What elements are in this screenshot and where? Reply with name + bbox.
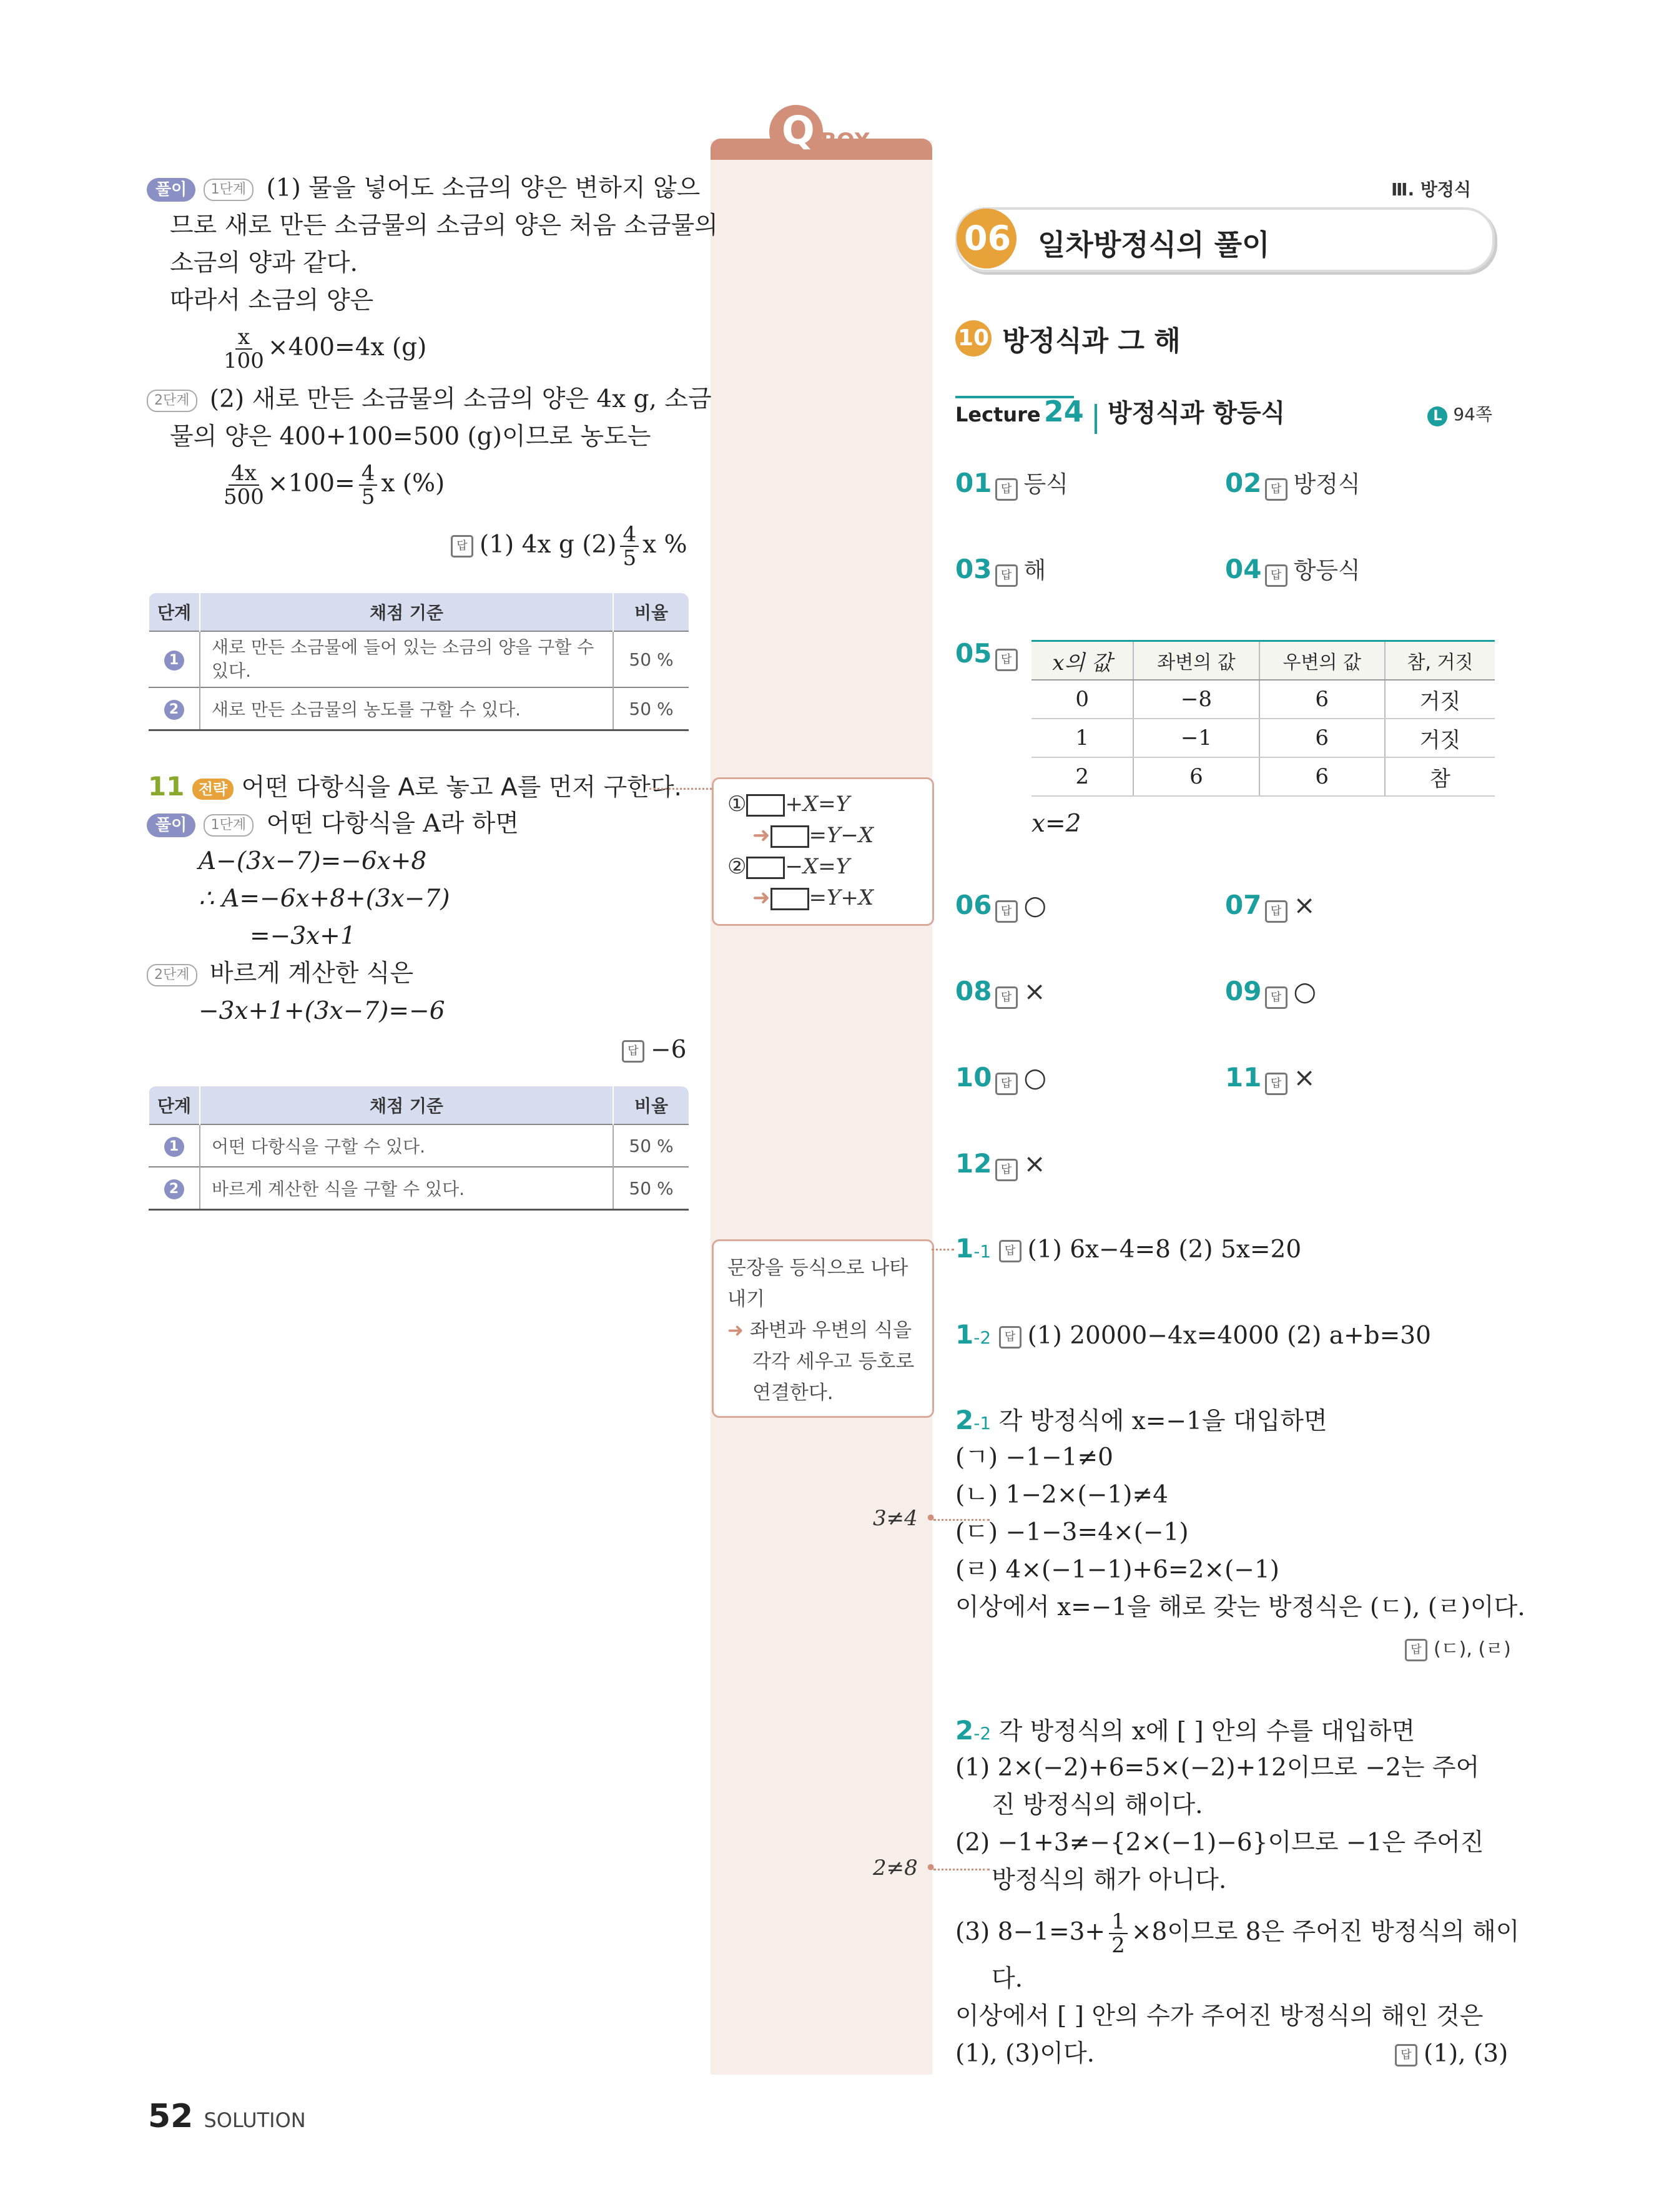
strategy-badge: 전략	[192, 779, 234, 800]
answer-06: 06 답 ○	[955, 890, 1046, 923]
p11-eq1: A−(3x−7)=−6x+8	[199, 847, 427, 875]
answer-02: 02 답 방정식	[1225, 465, 1361, 501]
p2-2-line2b: 방정식의 해가 아니다.	[992, 1866, 1227, 1894]
p11-heading: 11 전략 어떤 다항식을 A로 놓고 A를 먼저 구한다.	[148, 771, 682, 802]
answer-11: 11 답 ×	[1225, 1062, 1316, 1095]
p10-line4: 따라서 소금의 양은	[170, 287, 374, 315]
step1-tag: 1단계	[204, 179, 254, 201]
p2-2-line3c: 다.	[992, 1965, 1023, 1993]
answer-08: 08 답 ×	[955, 976, 1046, 1009]
p11-eq4: −3x+1+(3x−7)=−6	[199, 997, 445, 1025]
section-title: 일차방정식의 풀이	[1038, 228, 1270, 262]
p2-2-conclusion2: (1), (3)이다.	[955, 2040, 1095, 2068]
p2-1-answer: 답 (ㄷ), (ㄹ)	[1405, 1633, 1511, 1661]
p10-formula2: $\frac{4x}{500}$ ×100= $\frac{4}{5}$ x (%)	[224, 461, 445, 509]
scoring-table-1: 단계 채점 기준 비율 1 새로 만든 소금물에 들어 있는 소금의 양을 구할 수 있다. 50 % 2 새로 만든 소금물의 농도를 구할 수 있다. 50 %	[148, 593, 689, 731]
note-3-neq-4: 3≠4 •	[873, 1506, 937, 1531]
p10-line5: 2단계 (2) 새로 만든 소금물의 소금의 양은 4x g, 소금	[147, 381, 712, 418]
scoring-table-2: 단계 채점 기준 비율 1 어떤 다항식을 구할 수 있다. 50 % 2 바르게 계산한 식을 구할 수 있다. 50 %	[148, 1086, 689, 1211]
p11-dotted-line	[649, 788, 712, 790]
answer-05-result: x=2	[1031, 810, 1081, 838]
p11-line1: 풀이 1단계 어떤 다항식을 A라 하면	[147, 805, 519, 843]
p11-answer: 답 −6	[622, 1031, 687, 1069]
table-row: 1 새로 만든 소금물에 들어 있는 소금의 양을 구할 수 있다. 50 %	[149, 631, 689, 687]
table-row: 1 어떤 다항식을 구할 수 있다. 50 %	[149, 1124, 689, 1167]
p2-2-line1: (1) 2×(−2)+6=5×(−2)+12이므로 −2는 주어	[955, 1754, 1480, 1782]
note2-dotted	[933, 1869, 990, 1870]
solution-badge: 풀이	[147, 178, 195, 202]
answer-09: 09 답 ○	[1225, 976, 1316, 1009]
p10-formula1: $\frac{x}{100}$ ×400=4x (g)	[224, 325, 427, 373]
lecture-heading: Lecture 24 방정식과 항등식 L 94쪽	[955, 393, 1492, 434]
step2-tag: 2단계	[147, 390, 197, 412]
p2-2-intro: 2-2 각 방정식의 x에 [ ] 안의 수를 대입하면	[955, 1715, 1415, 1746]
p2-1-line4: (ㄹ) 4×(−1−1)+6=2×(−1)	[955, 1556, 1279, 1584]
p11-line2: 2단계 바르게 계산한 식은	[147, 955, 413, 993]
table-row: 2 새로 만든 소금물의 농도를 구할 수 있다. 50 %	[149, 687, 689, 730]
answer-1-2: 1-2 답 (1) 20000−4x=4000 (2) a+b=30	[955, 1319, 1431, 1350]
p2-2-line3: (3) 8−1=3+ $\frac{1}{2}$ ×8이므로 8은 주어진 방정식의 해이	[955, 1909, 1520, 1958]
p2-2-line1b: 진 방정식의 해이다.	[992, 1791, 1203, 1819]
p2-2-answer: 답 (1), (3)	[1395, 2035, 1508, 2073]
answer-03: 03 답 해	[955, 551, 1046, 587]
topic-heading: 10 방정식과 그 해	[955, 318, 1181, 358]
answer-icon: 답	[451, 535, 473, 558]
answer-01: 01 답 등식	[955, 465, 1068, 501]
section-title-bar	[955, 207, 1495, 272]
p2-1-line2: (ㄴ) 1−2×(−1)≠4	[955, 1481, 1168, 1509]
p10-line1: 풀이 1단계 (1) 물을 넣어도 소금의 양은 변하지 않으	[147, 170, 700, 207]
answer-1-1-dotted	[932, 1249, 954, 1251]
answer-05-label: 05 답	[955, 638, 1024, 671]
answer-10: 10 답 ○	[955, 1062, 1046, 1095]
lecture-underline	[955, 396, 1074, 398]
answer-04: 04 답 항등식	[1225, 551, 1361, 587]
table-row: 2 바르게 계산한 식을 구할 수 있다. 50 %	[149, 1167, 689, 1210]
note-2-neq-8: 2≠8 •	[873, 1856, 937, 1880]
hint-box-equation: 문장을 등식으로 나타 내기 ➜ 좌변과 우변의 식을 각각 세우고 등호로 연결한다.	[712, 1239, 934, 1418]
p10-line6: 물의 양은 400+100=500 (g)이므로 농도는	[170, 423, 651, 451]
p2-1-line3: (ㄷ) −1−3=4×(−1)	[955, 1518, 1189, 1546]
p2-2-conclusion1: 이상에서 [ ] 안의 수가 주어진 방정식의 해인 것은	[955, 2002, 1484, 2030]
p2-2-line2: (2) −1+3≠−{2×(−1)−6}이므로 −1은 주어진	[955, 1829, 1484, 1857]
chapter-label: Ⅲ. 방정식	[1391, 179, 1471, 200]
answer-07: 07 답 ×	[1225, 890, 1316, 923]
p10-line3: 소금의 양과 같다.	[170, 249, 358, 277]
table-row: 2 6 6 참	[1031, 757, 1495, 796]
qbox-logo: Q BOX	[769, 105, 873, 165]
answer-12: 12 답 ×	[955, 1148, 1046, 1181]
p2-1-line1: (ㄱ) −1−1≠0	[955, 1443, 1113, 1472]
hint-box-transpose: ① +X=Y ➜ =Y−X ② −X=Y ➜ =Y+X	[712, 777, 934, 926]
footer-label: SOLUTION	[204, 2108, 306, 2132]
table-row: 0 −8 6 거짓	[1031, 680, 1495, 719]
p2-1-intro: 2-1 각 방정식에 x=−1을 대입하면	[955, 1405, 1327, 1435]
qbox-strip	[711, 140, 932, 2075]
answer-1-1: 1-1 답 (1) 6x−4=8 (2) 5x=20	[955, 1233, 1302, 1264]
p11-eq2: ∴ A=−6x+8+(3x−7)	[199, 885, 450, 913]
p2-1-conclusion: 이상에서 x=−1을 해로 갖는 방정식은 (ㄷ), (ㄹ)이다.	[955, 1593, 1525, 1621]
section-number: 06	[964, 219, 1012, 258]
table-row: 1 −1 6 거짓	[1031, 719, 1495, 757]
p10-line2: 므로 새로 만든 소금물의 소금의 양은 처음 소금물의	[170, 212, 718, 240]
p10-answer: 답 (1) 4x g (2) $\frac{4}{5}$ x %	[451, 523, 687, 569]
page-footer	[148, 2098, 306, 2135]
answer-05-table: x의 값 좌변의 값 우변의 값 참, 거짓 0 −8 6 거짓 1 −1 6 거짓 2 6 6 참	[1031, 640, 1495, 797]
p11-eq3: =−3x+1	[250, 922, 356, 950]
page-number: 52	[148, 2098, 194, 2135]
